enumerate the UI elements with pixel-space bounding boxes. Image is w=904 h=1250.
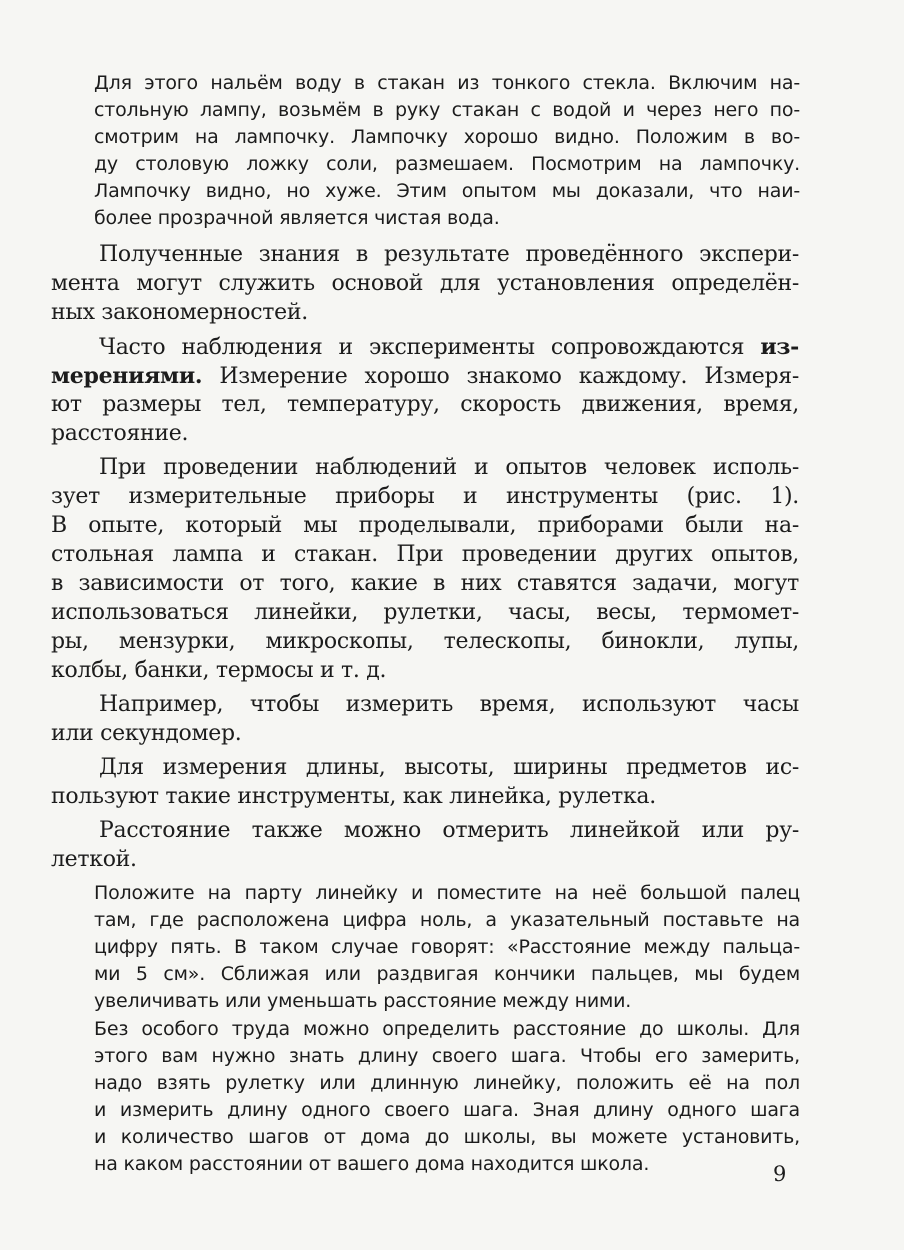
page-number: 9: [773, 1162, 787, 1186]
text-line: в зависимости от того, какие в них ставятся задачи, могут: [51, 571, 799, 596]
text-line: там, где расположена цифра ноль, а указательный поставьте на: [94, 909, 800, 931]
text-line: При проведении наблюдений и опытов человек исполь-: [99, 455, 799, 480]
text-line: Расстояние также можно отмерить линейкой или ру-: [99, 818, 799, 843]
text-line: Для этого нальём воду в стакан из тонкого стекла. Включим на-: [94, 72, 800, 94]
text-line: и измерить длину одного своего шага. Зная длину одного шага: [94, 1099, 800, 1121]
text-line: [99, 334, 799, 360]
text-span: Измерение хорошо знакомо каждому. Измеря-: [202, 364, 799, 389]
text-line: леткой.: [51, 847, 137, 872]
term-measurement: мерениями.: [51, 363, 203, 389]
text-line: зует измерительные приборы и инструменты (рис. 1).: [51, 484, 799, 509]
text-line: ры, мензурки, микроскопы, телескопы, бинокли, лупы,: [51, 629, 799, 654]
text-line: увеличивать или уменьшать расстояние между ними.: [94, 990, 632, 1012]
text-line: Например, чтобы измерить время, используют часы: [99, 692, 799, 717]
text-line: ду столовую ложку соли, размешаем. Посмотрим на лампочку.: [94, 153, 800, 175]
text-line: расстояние.: [51, 421, 189, 446]
text-line: использоваться линейки, рулетки, часы, весы, термомет-: [51, 600, 799, 625]
text-line: Для измерения длины, высоты, ширины предметов ис-: [99, 755, 799, 780]
text-line: колбы, банки, термосы и т. д.: [51, 658, 387, 683]
text-line: стольную лампу, возьмём в руку стакан с водой и через него по-: [94, 99, 800, 121]
text-line: смотрим на лампочку. Лампочку хорошо видно. Положим в во-: [94, 126, 800, 148]
text-line: Без особого труда можно определить расстояние до школы. Для: [94, 1018, 800, 1040]
text-line: ют размеры тел, температуру, скорость движения, время,: [51, 392, 799, 417]
text-line: надо взять рулетку или длинную линейку, положить её на пол: [94, 1072, 800, 1094]
text-line: этого вам нужно знать длину своего шага. Чтобы его замерить,: [94, 1045, 800, 1067]
text-line: или секундомер.: [51, 721, 242, 746]
text-line: ми 5 см». Сближая или раздвигая кончики пальцев, мы будем: [94, 963, 800, 985]
text-line: и количество шагов от дома до школы, вы можете установить,: [94, 1126, 800, 1148]
text-line: [51, 363, 799, 389]
text-line: Положите на парту линейку и поместите на неё большой палец: [94, 882, 800, 904]
text-line: стольная лампа и стакан. При проведении других опытов,: [51, 542, 799, 567]
text-line: на каком расстоянии от вашего дома находится школа.: [94, 1153, 650, 1175]
text-line: более прозрачной является чистая вода.: [94, 207, 500, 229]
text-line: В опыте, который мы проделывали, приборами были на-: [51, 513, 799, 538]
text-line: Полученные знания в результате проведённого экспери-: [99, 242, 799, 267]
text-line: цифру пять. В таком случае говорят: «Расстояние между пальца-: [94, 936, 800, 958]
term-measurement: из-: [760, 334, 799, 360]
text-line: Лампочку видно, но хуже. Этим опытом мы доказали, что наи-: [94, 180, 800, 202]
text-line: мента могут служить основой для установления определён-: [51, 271, 799, 296]
text-line: пользуют такие инструменты, как линейка, рулетка.: [51, 784, 656, 809]
text-span: Часто наблюдения и эксперименты сопровождаются: [99, 335, 761, 360]
text-line: ных закономерностей.: [51, 300, 308, 325]
